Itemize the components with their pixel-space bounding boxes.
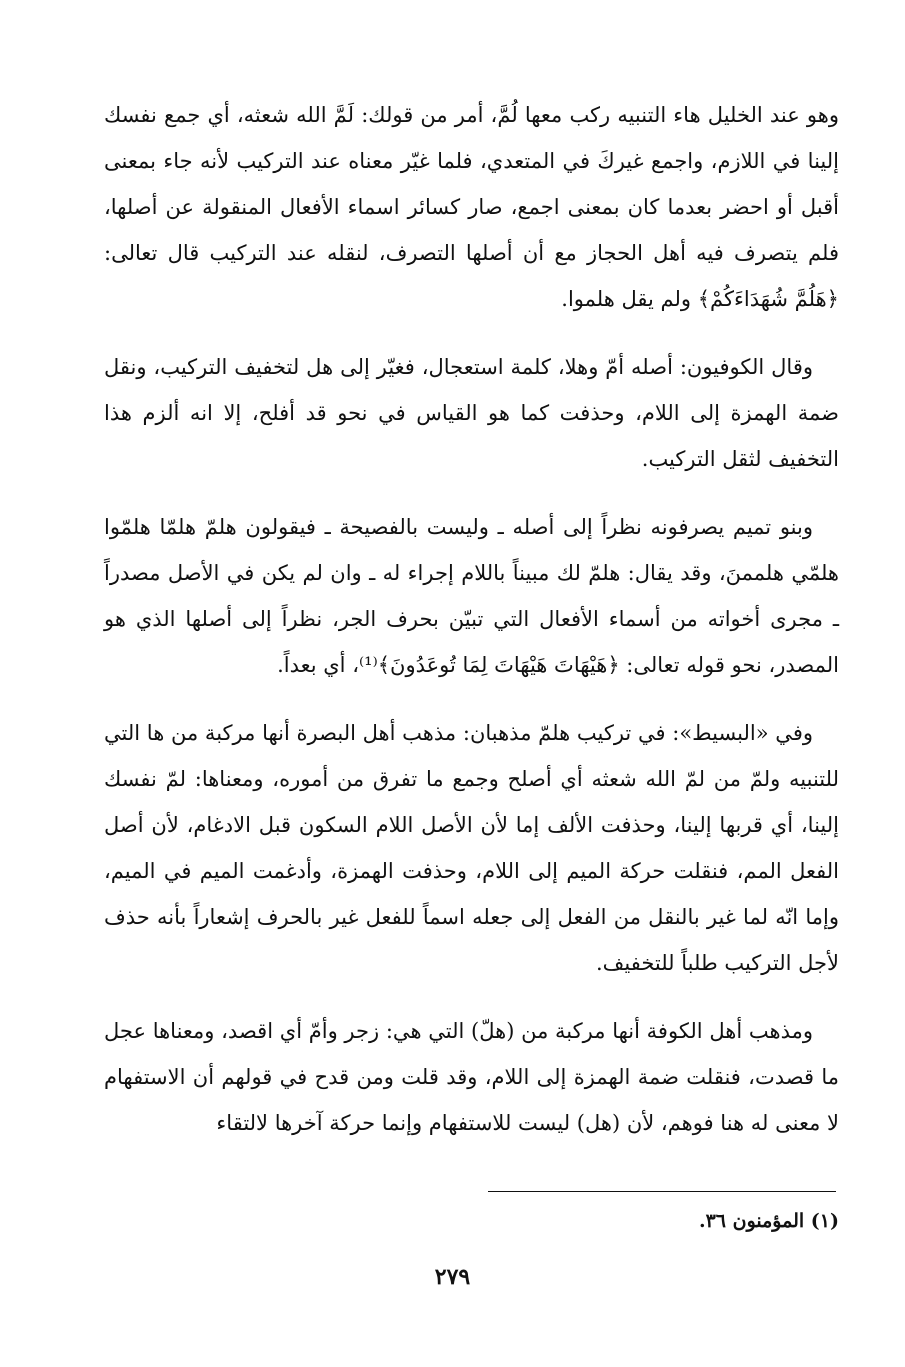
paragraph-4: وفي «البسيط»: في تركيب هلمّ مذهبان: مذهب أهل البصرة أنها مركبة من ها التي للتنبيه ولمّ من لمّ الله شعثه أي أصلح وجمع ما تفرق من أموره، ومعناها: لمّ نفسك إلينا، أي قربها إلينا، وحذفت الألف إما لأن الأصل اللام السكون قبل الادغام، لأن أصل الفعل المم، فنقلت حركة الميم إلى اللام، وحذفت الهمزة، وأدغمت الميم في الميم، وإما انّه لما غير بالنقل من الفعل إلى جعله اسماً للفعل غير بالحرف إشعاراً بأنه حذف لأجل التركيب طلباً للتخفيف. — [104, 721, 839, 975]
paragraph-3: وبنو تميم يصرفونه نظراً إلى أصله ـ وليست بالفصيحة ـ فيقولون هلمّ هلمّا هلمّوا هلمّي هلممنَ، وقد يقال: هلمّ لك مبيناً باللام إجراء له ـ وان لم يكن في الأصل مصدراً ـ مجرى أخواته من أسماء الأفعال التي تبيّن بحرف الجر، نظراً إلى أصلها الذي هو المصدر، نحو قوله تعالى: ﴿هَيْهَاتَ هَيْهَاتَ لِمَا تُوعَدُونَ﴾⁽¹⁾، أي بعداً. — [104, 515, 839, 677]
main-text — [104, 92, 839, 1168]
footnote: (١) المؤمنون ٣٦. — [698, 1210, 839, 1232]
paragraph-5: ومذهب أهل الكوفة أنها مركبة من (هلّ) التي هي: زجر وأمّ أي اقصد، ومعناها عجل ما قصدت، فنقلت ضمة الهمزة إلى اللام، وقد قلت ومن قدح في قولهم أن الاستفهام لا معنى له هنا فوهم، لأن (هل) ليست للاستفهام وإنما حركة آخرها لالتقاء — [104, 1019, 839, 1135]
paragraph-1: وهو عند الخليل هاء التنبيه ركب معها لُمَّ، أمر من قولك: لَمَّ الله شعثه، أي جمع نفسك إلينا في اللازم، واجمع غيركَ في المتعدي، فلما غيّر معناه عند التركيب لأنه جاء بمعنى أقبل أو احضر بعدما كان بمعنى اجمع، صار كسائر اسماء الأفعال المنقولة عن أصلها، فلم يتصرف فيه أهل الحجاز مع أن أصلها التصرف، لنقله عند التركيب قال تعالى: ﴿هَلُمَّ شُهَدَاءَكُمْ﴾ ولم يقل هلموا. — [104, 103, 840, 311]
footnote-divider — [488, 1191, 836, 1192]
paragraph-2: وقال الكوفيون: أصله أمّ وهلا، كلمة استعجال، فغيّر إلى هل لتخفيف التركيب، ونقل ضمة الهمزة إلى اللام، وحذفت كما هو القياس في نحو قد أفلح، إلا انه ألزم هذا التخفيف لثقل التركيب. — [104, 355, 839, 471]
page-number: ٢٧٩ — [434, 1264, 471, 1290]
